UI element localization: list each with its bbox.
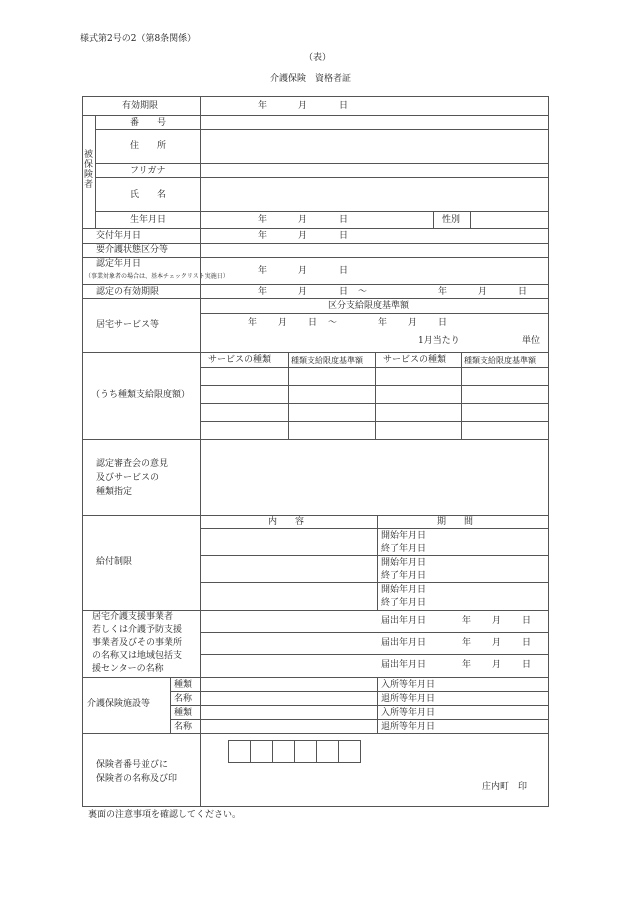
rule <box>170 691 549 692</box>
rule <box>288 352 289 439</box>
gender-label: 性別 <box>442 215 461 225</box>
rule <box>377 515 378 610</box>
insurer-digit-box <box>272 740 295 763</box>
review-opinion-line: 認定審査会の意見 <box>96 459 169 469</box>
care-level-label: 要介護状態区分等 <box>96 245 169 255</box>
day-unit: 日 <box>339 101 349 111</box>
rule <box>170 705 549 706</box>
benefit-limit-label: 給付制限 <box>96 557 133 567</box>
start-date-label: 開始年月日 <box>381 531 427 541</box>
month-unit: 月 <box>298 287 308 297</box>
month-unit: 月 <box>492 616 502 626</box>
facility-name-label: 名称 <box>174 694 193 704</box>
cert-date-label: 認定年月日 <box>96 259 142 269</box>
per-month: 1月当たり <box>418 336 460 346</box>
year-unit: 年 <box>258 101 268 111</box>
year-unit: 年 <box>258 266 268 276</box>
month-unit: 月 <box>492 660 502 670</box>
month-unit: 月 <box>298 215 308 225</box>
review-opinion-line: 及びサービスの <box>96 473 160 483</box>
service-type-header: サービスの種類 <box>383 355 447 365</box>
insurer-digit-box <box>316 740 339 763</box>
month-unit: 月 <box>298 231 308 241</box>
rule <box>200 528 549 529</box>
rule <box>82 610 549 611</box>
report-date-label: 届出年月日 <box>381 638 427 648</box>
tilde: 〜 <box>358 287 368 297</box>
year-unit: 年 <box>258 231 268 241</box>
year-unit: 年 <box>248 318 258 328</box>
end-date-label: 終了年月日 <box>381 544 427 554</box>
rule <box>82 677 549 678</box>
rule <box>461 352 462 439</box>
rule <box>95 211 549 212</box>
month-unit: 月 <box>408 318 418 328</box>
month-unit: 月 <box>298 266 308 276</box>
day-unit: 日 <box>308 318 318 328</box>
year-unit: 年 <box>258 215 268 225</box>
facility-name-label: 名称 <box>174 722 193 732</box>
kind-label: 種類 <box>174 708 193 718</box>
insurer-digit-box <box>228 740 251 763</box>
year-unit: 年 <box>378 318 388 328</box>
day-unit: 日 <box>339 215 349 225</box>
limit-header: 区分支給限度基準額 <box>328 301 410 311</box>
discharge-date-label: 退所等年月日 <box>381 694 436 704</box>
support-provider-line: の名称又は地域包括支 <box>92 651 183 661</box>
insurer-line: 保険者番号並びに <box>96 760 169 770</box>
day-unit: 日 <box>522 638 532 648</box>
end-date-label: 終了年月日 <box>381 571 427 581</box>
admission-date-label: 入所等年月日 <box>381 680 436 690</box>
rule <box>82 733 549 734</box>
issue-date-label: 交付年月日 <box>96 231 142 241</box>
rule <box>82 298 549 299</box>
day-unit: 日 <box>522 660 532 670</box>
day-unit: 日 <box>339 287 349 297</box>
content-header: 内 容 <box>268 517 305 527</box>
day-unit: 日 <box>522 616 532 626</box>
kind-label: 種類 <box>174 680 193 690</box>
end-date-label: 終了年月日 <box>381 598 427 608</box>
furigana-label: フリガナ <box>130 166 166 176</box>
start-date-label: 開始年月日 <box>381 585 427 595</box>
report-date-label: 届出年月日 <box>381 660 427 670</box>
type-limit-amount-header: 種類支給限度基準額 <box>464 356 536 365</box>
insured-vertical-label: 被保険者 <box>84 150 94 190</box>
name-label: 氏 名 <box>130 190 167 200</box>
home-service-label: 居宅サービス等 <box>96 320 160 330</box>
support-provider-line: 援センターの名称 <box>92 664 164 674</box>
year-unit: 年 <box>258 287 268 297</box>
insurer-digit-box <box>294 740 317 763</box>
support-provider-line: 居宅介護支援事業者 <box>92 612 174 622</box>
support-provider-line: 事業者及びその事業所 <box>92 638 183 648</box>
day-unit: 日 <box>438 318 448 328</box>
rule <box>95 163 549 164</box>
type-limit-amount-header: 種類支給限度基準額 <box>291 356 363 365</box>
rule <box>95 177 549 178</box>
rule <box>82 257 549 258</box>
insurer-name: 庄内町 印 <box>482 782 528 792</box>
rule <box>200 632 549 633</box>
facility-label: 介護保険施設等 <box>87 699 151 709</box>
rule <box>95 129 549 130</box>
month-unit: 月 <box>278 318 288 328</box>
rule <box>82 284 549 285</box>
review-opinion-line: 種類指定 <box>96 487 133 497</box>
type-limit-label: （うち種類支給限度額） <box>91 390 191 400</box>
month-unit: 月 <box>298 101 308 111</box>
year-unit: 年 <box>462 660 472 670</box>
discharge-date-label: 退所等年月日 <box>381 722 436 732</box>
col-divider <box>200 96 201 807</box>
admission-date-label: 入所等年月日 <box>381 708 436 718</box>
cert-date-note: （事業対象者の場合は、基本チェックリスト実施日） <box>85 273 229 280</box>
address-label: 住 所 <box>130 141 167 151</box>
table-border <box>82 96 549 807</box>
birthdate-label: 生年月日 <box>130 215 167 225</box>
cert-validity-label: 認定の有効期限 <box>96 287 160 297</box>
month-unit: 月 <box>478 287 488 297</box>
rule <box>82 228 549 229</box>
insurer-digit-box <box>338 740 361 763</box>
service-type-header: サービスの種類 <box>208 355 272 365</box>
side-label: （表） <box>304 53 332 63</box>
year-unit: 年 <box>462 638 472 648</box>
rule <box>82 515 549 516</box>
report-date-label: 届出年月日 <box>381 616 427 626</box>
rule <box>377 677 378 733</box>
insurer-line: 保険者の名称及び印 <box>96 774 178 784</box>
day-unit: 日 <box>518 287 528 297</box>
start-date-label: 開始年月日 <box>381 558 427 568</box>
rule <box>470 211 471 228</box>
rule <box>433 211 434 228</box>
rule <box>170 719 549 720</box>
rule <box>200 582 549 583</box>
page-title: 介護保険 資格者証 <box>270 74 352 84</box>
insurer-digit-box <box>250 740 273 763</box>
month-unit: 月 <box>492 638 502 648</box>
year-unit: 年 <box>438 287 448 297</box>
tilde: 〜 <box>328 318 338 328</box>
rule <box>375 352 376 439</box>
unit-label: 単位 <box>522 336 541 346</box>
rule <box>82 243 549 244</box>
footer-note: 裏面の注意事項を確認してください。 <box>88 810 242 820</box>
day-unit: 日 <box>339 231 349 241</box>
rule <box>200 313 549 314</box>
period-header: 期 間 <box>437 517 474 527</box>
year-unit: 年 <box>462 616 472 626</box>
day-unit: 日 <box>339 266 349 276</box>
validity-label: 有効期限 <box>122 101 159 111</box>
rule <box>82 439 549 440</box>
rule <box>200 555 549 556</box>
form-number: 様式第2号の2（第8条関係） <box>80 34 197 44</box>
rule <box>170 677 171 733</box>
rule <box>82 115 549 116</box>
number-label: 番 号 <box>130 118 167 128</box>
rule <box>82 352 549 353</box>
support-provider-line: 若しくは介護予防支援 <box>92 625 183 635</box>
rule <box>200 654 549 655</box>
